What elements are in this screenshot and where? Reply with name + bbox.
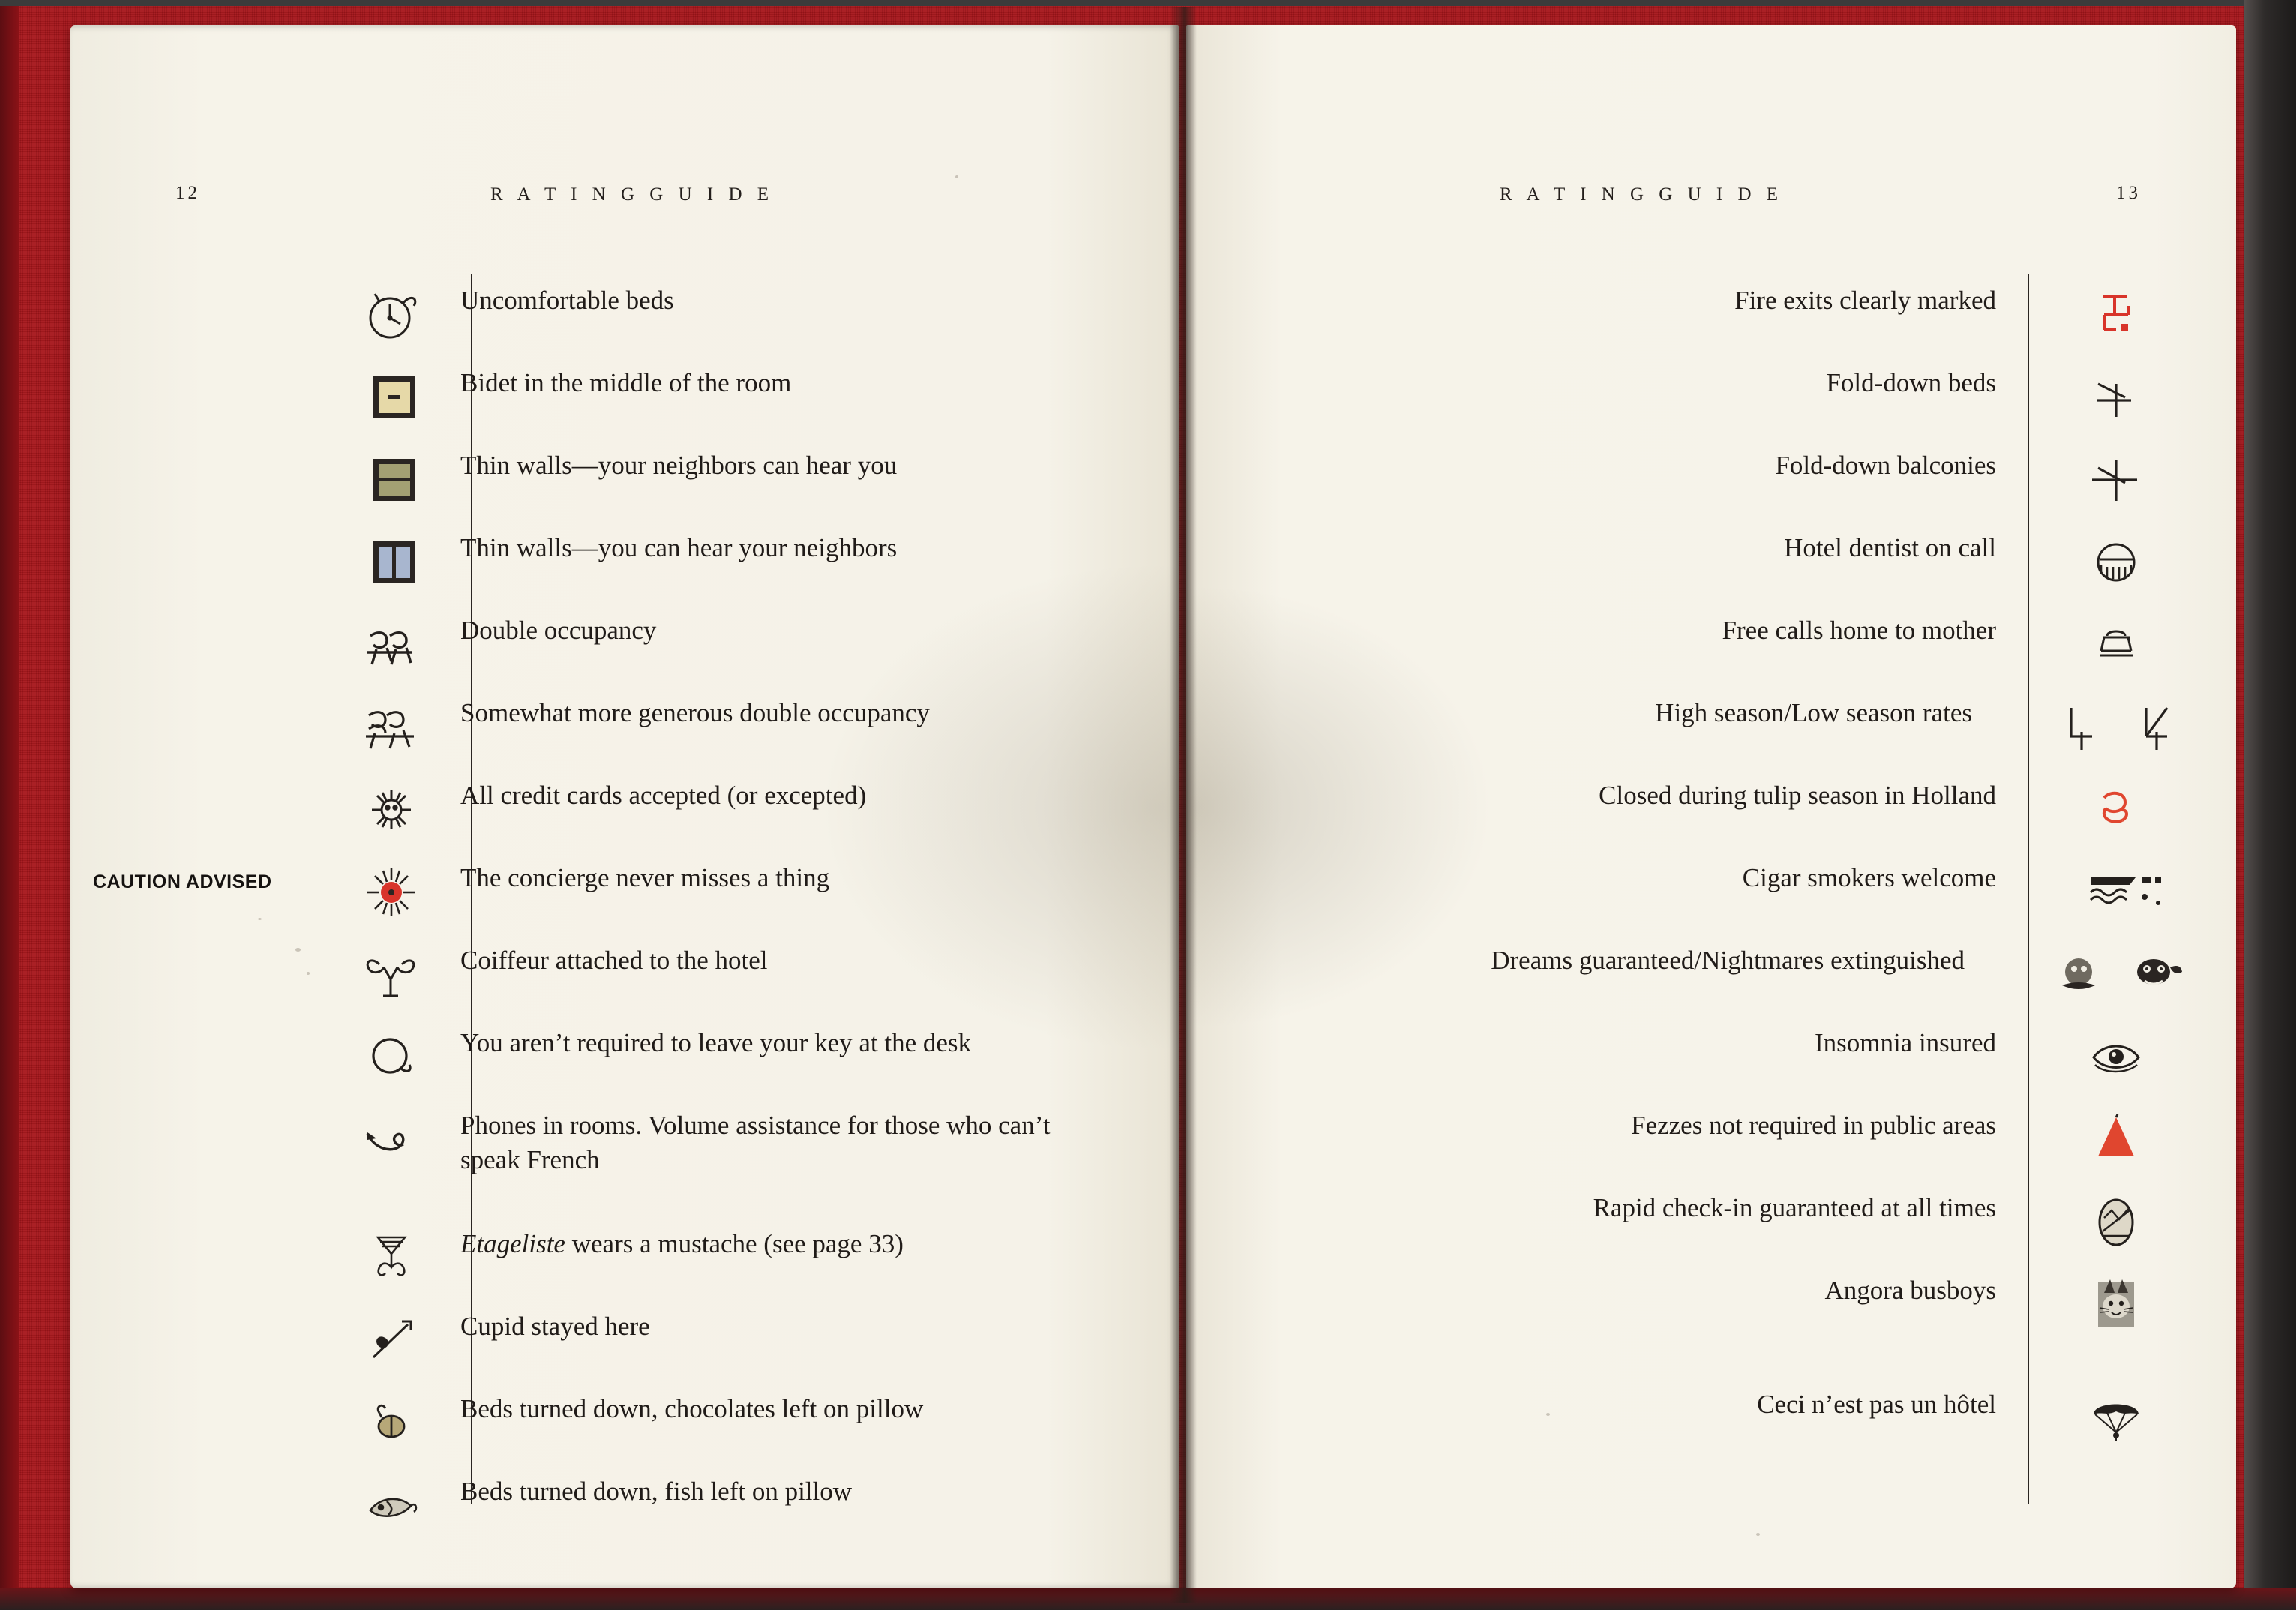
starburst-icon xyxy=(355,778,427,841)
list-item xyxy=(355,1108,1150,1177)
list-item xyxy=(355,283,1150,346)
list-item xyxy=(355,1227,1150,1290)
season-rates-icon xyxy=(2056,696,2206,759)
list-item xyxy=(355,778,1150,841)
list-item-label-rest: wears a mustache (see page 33) xyxy=(565,1229,904,1258)
fold-down-bed-icon xyxy=(2080,366,2152,429)
list-item-label: Rapid check-in guaranteed at all times xyxy=(1593,1193,1996,1222)
list-item-label: The concierge never misses a thing xyxy=(460,863,830,892)
list-item xyxy=(1231,943,2206,1006)
tulip-red-icon xyxy=(2080,778,2152,841)
list-item-label: Cupid stayed here xyxy=(460,1312,650,1341)
list-item-label: Fold-down balconies xyxy=(1775,451,1996,480)
fish-pillow-icon xyxy=(355,1474,427,1537)
page-number-right: 13 xyxy=(2116,183,2141,203)
list-item xyxy=(355,1026,1150,1089)
caution-advised-note: CAUTION ADVISED xyxy=(93,871,272,892)
list-item-label: Beds turned down, chocolates left on pillow xyxy=(460,1394,924,1423)
list-item xyxy=(1231,1191,2206,1254)
cover-bottom-edge xyxy=(0,1588,2296,1610)
double-occupancy-icon xyxy=(355,613,427,676)
telephone-mother-icon xyxy=(2080,613,2152,676)
book-gutter-shadow xyxy=(1170,7,1197,1603)
right-page xyxy=(1186,25,2236,1588)
list-item xyxy=(355,696,1150,759)
list-item-label: Fire exits clearly marked xyxy=(1734,286,1996,315)
running-head-left: R A T I N G G U I D E xyxy=(490,184,775,205)
red-eye-burst-icon xyxy=(355,861,427,924)
cover-top-edge xyxy=(0,0,2296,6)
list-item-label: Insomnia insured xyxy=(1814,1028,1996,1057)
fold-down-balcony-icon xyxy=(2080,448,2152,511)
list-item-label: Double occupancy xyxy=(460,616,657,645)
list-item-label: Phones in rooms. Volume assistance for those who can’t speak French xyxy=(460,1111,1051,1175)
list-item-label: Beds turned down, fish left on pillow xyxy=(460,1477,853,1506)
list-item-label: Thin walls—your neighbors can hear you xyxy=(460,451,898,480)
list-item xyxy=(1231,613,2206,676)
list-item xyxy=(355,861,1150,924)
phone-curl-icon xyxy=(355,1108,427,1171)
italic-term: Etageliste xyxy=(460,1229,565,1258)
list-item xyxy=(355,448,1150,511)
list-item xyxy=(355,1309,1150,1372)
clock-bed-icon xyxy=(355,283,427,346)
list-item xyxy=(1231,1108,2206,1171)
list-item-label: Fold-down beds xyxy=(1826,368,1996,397)
open-eye-icon xyxy=(2080,1026,2152,1089)
left-page xyxy=(70,25,1179,1588)
list-item xyxy=(355,531,1150,594)
running-head-right: R A T I N G G U I D E xyxy=(1500,184,1784,205)
triple-occupancy-icon xyxy=(355,696,427,759)
desk-right-edge xyxy=(2244,0,2296,1610)
list-item-label: Hotel dentist on call xyxy=(1784,533,1996,562)
list-item-label: Coiffeur attached to the hotel xyxy=(460,946,768,975)
list-item xyxy=(1231,778,2206,841)
list-item-label: Fezzes not required in public areas xyxy=(1631,1111,1996,1140)
angora-cat-icon xyxy=(2080,1273,2152,1336)
list-item-label: Thin walls—you can hear your neighbors xyxy=(460,533,898,562)
list-item xyxy=(1231,1273,2206,1336)
mustache-figure-icon xyxy=(355,1227,427,1290)
list-item-label: Bidet in the middle of the room xyxy=(460,368,792,397)
dream-nightmare-icon xyxy=(2049,943,2206,1006)
cover-left-edge xyxy=(0,0,19,1610)
fire-exit-red-icon xyxy=(2080,283,2152,346)
list-item-label: All credit cards accepted (or excepted) xyxy=(460,781,867,810)
parachute-icon xyxy=(2080,1387,2152,1450)
list-item xyxy=(1231,531,2206,594)
fez-red-icon xyxy=(2080,1108,2152,1171)
list-item xyxy=(1231,366,2206,429)
list-item xyxy=(1231,861,2206,924)
list-item-label: Somewhat more generous double occupancy xyxy=(460,698,930,727)
key-loop-icon xyxy=(355,1026,427,1089)
list-item-label: Dreams guaranteed/Nightmares extinguished xyxy=(1491,946,1965,975)
list-item-label: Angora busboys xyxy=(1824,1276,1996,1305)
list-item xyxy=(355,1474,1150,1537)
list-item xyxy=(355,366,1150,429)
coiffeur-icon xyxy=(355,943,427,1006)
list-item xyxy=(1231,1387,2206,1450)
thin-walls-olive-icon xyxy=(355,448,427,511)
speed-oval-icon xyxy=(2080,1191,2152,1254)
list-item-label: Cigar smokers welcome xyxy=(1742,863,1996,892)
list-item xyxy=(1231,283,2206,346)
list-item xyxy=(355,943,1150,1006)
list-item xyxy=(355,613,1150,676)
cigar-smoke-icon xyxy=(2080,861,2178,924)
chocolate-pillow-icon xyxy=(355,1392,427,1455)
dentist-teeth-icon xyxy=(2080,531,2152,594)
list-item xyxy=(1231,696,2206,759)
list-item xyxy=(1231,1026,2206,1089)
thin-walls-blue-icon xyxy=(355,531,427,594)
list-item-label: You aren’t required to leave your key at the desk xyxy=(460,1028,972,1057)
list-item-label: Uncomfortable beds xyxy=(460,286,674,315)
list-item-label: Closed during tulip season in Holland xyxy=(1599,781,1996,810)
list-item-label: High season/Low season rates xyxy=(1655,698,1972,727)
list-item-label: Free calls home to mother xyxy=(1722,616,1996,645)
list-item xyxy=(1231,448,2206,511)
list-item-label: Ceci n’est pas un hôtel xyxy=(1757,1390,1996,1419)
cupid-arrow-icon xyxy=(355,1309,427,1372)
page-number-left: 12 xyxy=(175,183,200,203)
bidet-square-icon xyxy=(355,366,427,429)
list-item-label xyxy=(460,1227,904,1261)
list-item xyxy=(355,1392,1150,1455)
